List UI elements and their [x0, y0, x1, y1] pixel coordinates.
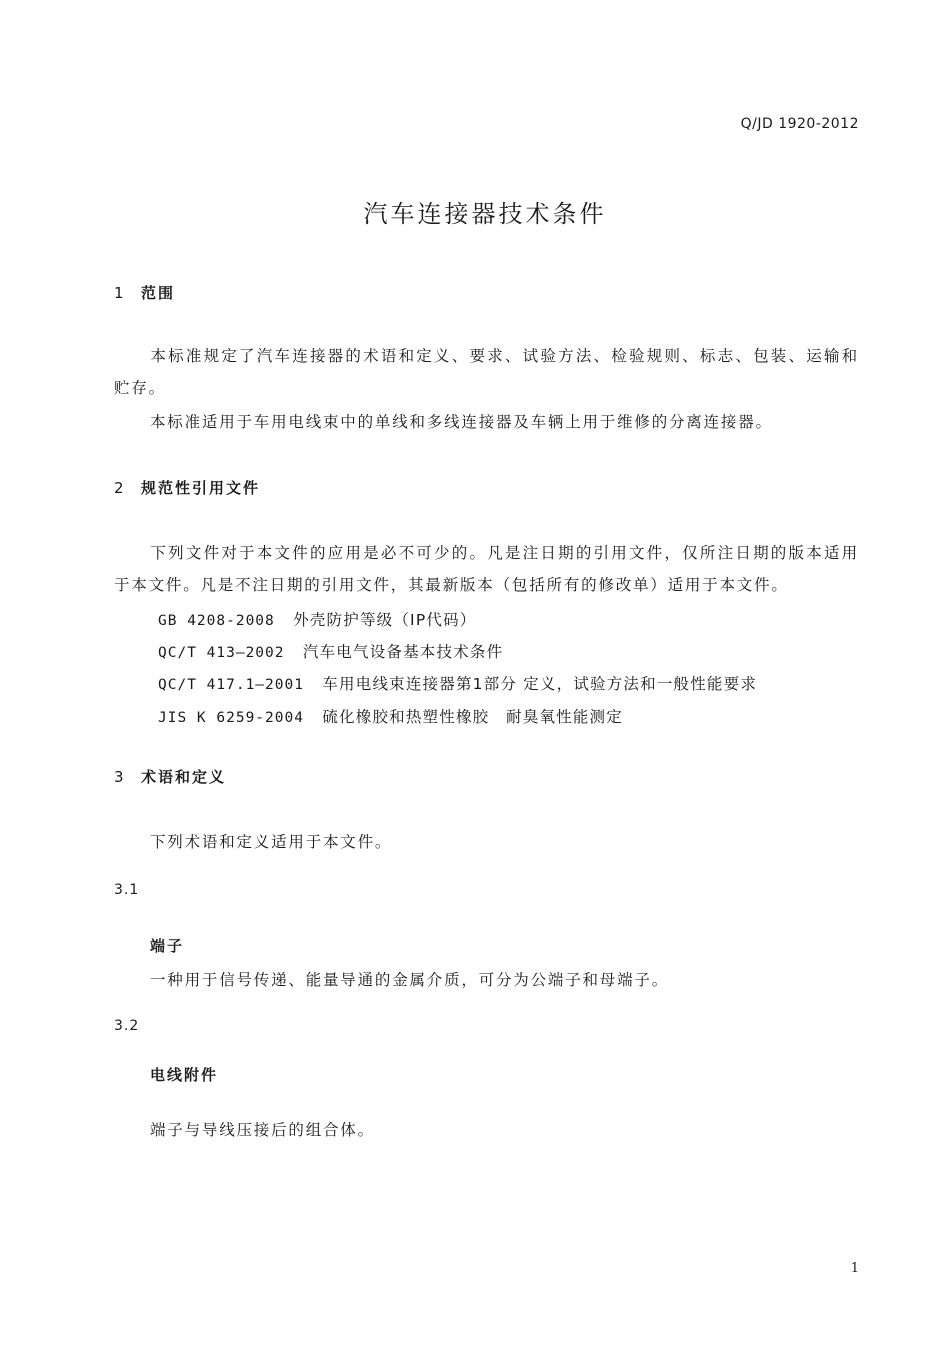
reference-code: QC/T 413—2002 — [158, 645, 285, 661]
section-2-paragraph-1 — [114, 537, 859, 601]
reference-code: JIS K 6259-2004 — [158, 710, 304, 726]
section-title: 范围 — [141, 284, 176, 302]
term-name: 端子 — [150, 937, 185, 955]
reference-item — [158, 640, 503, 662]
reference-title: 车用电线束连接器第1部分 定义，试验方法和一般性能要求 — [322, 675, 758, 693]
document-title: 汽车连接器技术条件 — [363, 200, 607, 228]
paragraph-text: 本标准规定了汽车连接器的术语和定义、要求、试验方法、检验规则、标志、包装、运输和贮存。 — [114, 347, 859, 397]
reference-code: GB 4208-2008 — [158, 613, 275, 629]
standard-code: Q/JD 1920-2012 — [740, 116, 859, 132]
reference-code: QC/T 417.1—2001 — [158, 677, 304, 693]
section-number: 1 — [114, 284, 126, 302]
term-definition: 一种用于信号传递、能量导通的金属介质，可分为公端子和母端子。 — [150, 971, 670, 989]
section-1-paragraph-1 — [114, 340, 859, 404]
reference-item — [158, 672, 757, 694]
clause-number: 3.2 — [114, 1018, 140, 1034]
reference-title: 外壳防护等级（IP代码） — [293, 611, 477, 629]
section-1-paragraph-2: 本标准适用于车用电线束中的单线和多线连接器及车辆上用于维修的分离连接器。 — [150, 413, 773, 431]
section-2-heading — [114, 477, 260, 498]
term-name: 电线附件 — [150, 1066, 219, 1084]
section-number: 2 — [114, 479, 126, 497]
section-3-heading — [114, 766, 226, 787]
paragraph-text: 下列文件对于本文件的应用是必不可少的。凡是注日期的引用文件，仅所注日期的版本适用于本文件。凡是不注日期的引用文件，其最新版本（包括所有的修改单）适用于本文件。 — [114, 544, 859, 594]
reference-title: 硫化橡胶和热塑性橡胶 耐臭氧性能测定 — [322, 708, 623, 726]
section-3-intro: 下列术语和定义适用于本文件。 — [150, 833, 393, 851]
page-number: 1 — [850, 1261, 859, 1276]
reference-title: 汽车电气设备基本技术条件 — [302, 643, 504, 661]
term-definition: 端子与导线压接后的组合体。 — [150, 1121, 375, 1139]
section-number: 3 — [114, 768, 126, 786]
section-1-heading — [114, 282, 175, 303]
section-title: 规范性引用文件 — [141, 479, 261, 497]
clause-number: 3.1 — [114, 882, 140, 898]
reference-item — [158, 608, 476, 630]
reference-item — [158, 705, 623, 727]
section-title: 术语和定义 — [141, 768, 227, 786]
